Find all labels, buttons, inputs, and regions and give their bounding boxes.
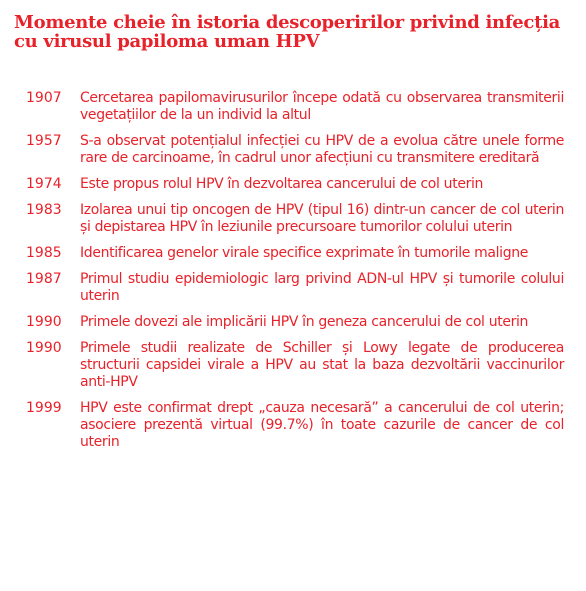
- timeline-year: 1974: [26, 176, 62, 192]
- timeline-text: Izolarea unui tip oncogen de HPV (tipul 16) dintr-un cancer de col uterin și depistarea HPV în leziunile precursoare tumorilor colului uterin: [80, 202, 564, 235]
- timeline-year: 1987: [26, 271, 62, 287]
- timeline-entry: [26, 133, 564, 167]
- timeline-text: Cercetarea papilomavirusurilor începe odată cu observarea transmiterii vegetațiilor de la un individ la altul: [80, 90, 564, 123]
- timeline-text: S-a observat potențialul infecției cu HPV de a evolua către unele forme rare de carcinoame, în cadrul unor afecțiuni cu transmitere ereditară: [80, 133, 564, 166]
- timeline-entry: [26, 314, 564, 331]
- timeline-year: 1985: [26, 245, 62, 261]
- timeline-list: [26, 90, 564, 460]
- timeline-year: 1990: [26, 314, 62, 330]
- timeline-year: 1983: [26, 202, 62, 218]
- timeline-text: Este propus rolul HPV în dezvoltarea cancerului de col uterin: [80, 176, 484, 192]
- timeline-year: 1990: [26, 340, 62, 356]
- timeline-entry: [26, 90, 564, 124]
- timeline-text: HPV este confirmat drept „cauza necesară” a cancerului de col uterin; asociere prezentă virtual (99.7%) în toate cazurile de cancer de col uterin: [80, 400, 564, 450]
- timeline-entry: [26, 245, 564, 262]
- timeline-text: Primele dovezi ale implicării HPV în geneza cancerului de col uterin: [80, 314, 529, 330]
- timeline-entry: [26, 340, 564, 391]
- timeline-entry: [26, 271, 564, 305]
- timeline-text: Primele studii realizate de Schiller și Lowy legate de producerea structurii capsidei virale a HPV au stat la baza dezvoltării vaccinurilor anti-HPV: [80, 340, 564, 390]
- timeline-text: Primul studiu epidemiologic larg privind ADN-ul HPV și tumorile colului uterin: [80, 271, 564, 304]
- timeline-entry: [26, 400, 564, 451]
- timeline-entry: [26, 202, 564, 236]
- timeline-year: 1907: [26, 90, 62, 106]
- timeline-year: 1957: [26, 133, 62, 149]
- timeline-entry: [26, 176, 564, 193]
- timeline-year: 1999: [26, 400, 62, 416]
- timeline-text: Identificarea genelor virale specifice exprimate în tumorile maligne: [80, 245, 529, 261]
- page-title: Momente cheie în istoria descoperirilor privind infecția cu virusul papiloma uman HPV: [14, 12, 560, 52]
